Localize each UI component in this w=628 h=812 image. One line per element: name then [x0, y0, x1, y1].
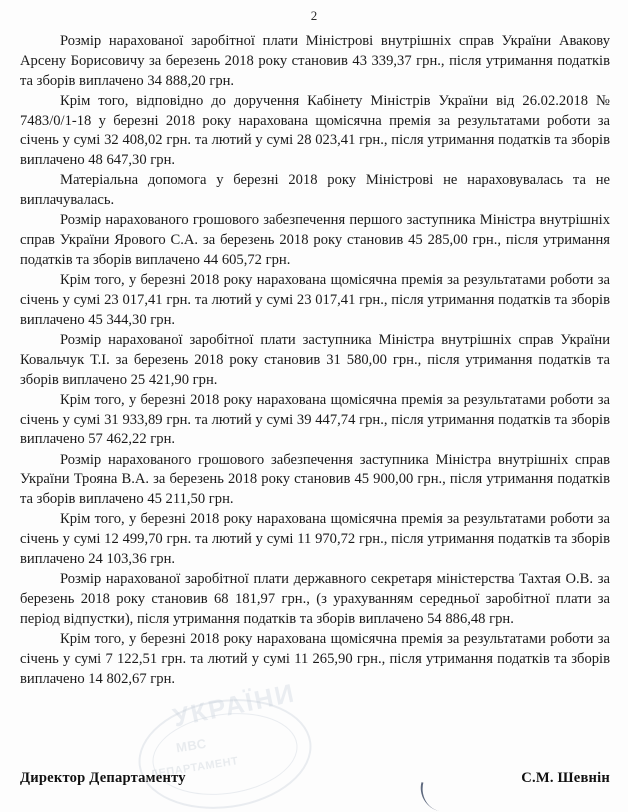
paragraph: Розмір нарахованої заробітної плати заступника Міністра внутрішніх справ України Ковальчук Т.І. за березень 2018 року становив 31 580,00 грн., після утримання податків та зборів виплачено 25 421,90 грн. — [20, 331, 610, 388]
official-stamp-inner-ring — [147, 704, 303, 804]
paragraph: Розмір нарахованого грошового забезпечення заступника Міністра внутрішніх справ України Трояна В.А. за березень 2018 року становив 45 900,00 грн., після утримання податків та зборів виплачено 45 211,50 грн. — [20, 451, 610, 508]
paragraph: Розмір нарахованого грошового забезпечення першого заступника Міністра внутрішніх справ України Ярового С.А. за березень 2018 року становив 45 285,00 грн., після утримання податків та зборів виплачено 44 605,72 грн. — [20, 212, 610, 268]
paragraph: Крім того, відповідно до доручення Кабінету Міністрів України від 26.02.2018 № 7483/0/1-18 у березні 2018 року нарахована щомісячна премія за результатами роботи за січень у сумі 32 408,02 грн. та лютий у сумі 28 023,41 грн., після утримання податків та зборів виплачено 48 647,30 грн. — [20, 92, 610, 169]
paragraph: Розмір нарахованої заробітної плати державного секретаря міністерства Тахтая О.В. за березень 2018 року становив 68 181,97 грн., (з урахуванням середньої заробітної плати за період відпустки), після утримання податків та зборів виплачено 54 886,48 грн. — [20, 571, 610, 627]
document-body — [20, 32, 610, 690]
signatory-name: С.М. Шевнін — [521, 770, 610, 786]
signature-block — [20, 770, 610, 787]
stamp-text-ukraine: УКРАЇНИ — [170, 677, 299, 733]
stamp-text-department: ДЕПАРТАМЕНТ — [149, 755, 240, 781]
paragraph: Крім того, у березні 2018 року нарахована щомісячна премія за результатами роботи за січень у сумі 7 122,51 грн. та лютий у сумі 11 265,90 грн., після утримання податків та зборів виплачено 14 802,67 грн. — [20, 630, 610, 687]
signatory-title: Директор Департаменту — [20, 770, 186, 786]
paragraph: Крім того, у березні 2018 року нарахована щомісячна премія за результатами роботи за січень у сумі 23 017,41 грн. та лютий у сумі 23 017,41 грн., після утримання податків та зборів виплачено 45 344,30 грн. — [20, 272, 610, 328]
official-stamp-outline — [131, 688, 318, 812]
page-number: 2 — [310, 8, 318, 23]
paragraph: Крім того, у березні 2018 року нарахована щомісячна премія за результатами роботи за січень у сумі 12 499,70 грн. та лютий у сумі 11 970,72 грн., після утримання податків та зборів виплачено 24 103,36 грн. — [20, 511, 610, 567]
paragraph: Матеріальна допомога у березні 2018 року Міністрові не нараховувалась та не виплачувалась. — [20, 172, 610, 209]
paragraph: Крім того, у березні 2018 року нарахована щомісячна премія за результатами роботи за січень у сумі 31 933,89 грн. та лютий у сумі 39 447,74 грн., після утримання податків та зборів виплачено 57 462,22 грн. — [20, 391, 610, 448]
paragraph: Розмір нарахованої заробітної плати Міністрові внутрішніх справ України Авакову Арсену Борисовичу за березень 2018 року становив 43 339,37 грн., після утримання податків та зборів виплачено 34 888,20 грн. — [20, 33, 610, 89]
stamp-text-mvs: МВС — [175, 735, 208, 756]
